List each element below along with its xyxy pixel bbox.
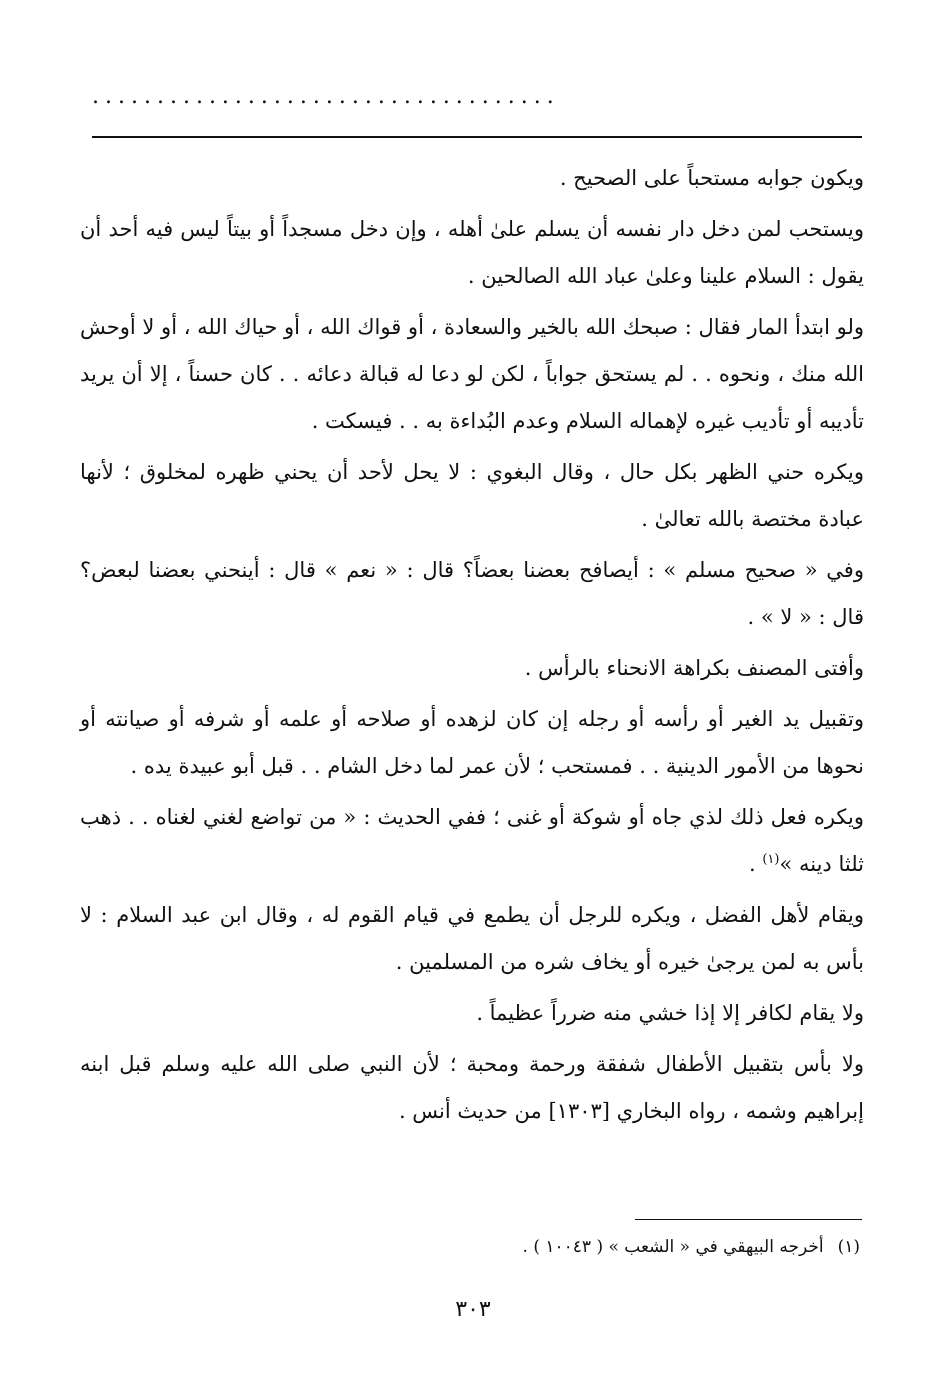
paragraph-11: ولا بأس بتقبيل الأطفال شفقة ورحمة ومحبة ؛ لأن النبي صلى الله عليه وسلم قبل ابنه إبراهيم وشمه ، رواه البخاري [١٣٠٣] من حديث أنس . — [80, 1052, 864, 1123]
paragraph-8-tail: . — [748, 852, 763, 876]
footnote-text: أخرجه البيهقي في « الشعب » ( ١٠٠٤٣ ) . — [522, 1237, 824, 1257]
paragraph-9: ويقام لأهل الفضل ، ويكره للرجل أن يطمع في قيام القوم له ، وقال ابن عبد السلام : لا بأس به لمن يرجىٰ خيره أو يخاف شره من المسلمين . — [80, 903, 864, 974]
paragraph-4: ويكره حني الظهر بكل حال ، وقال البغوي : لا يحل لأحد أن يحني ظهره لمخلوق ؛ لأنها عبادة مختصة بالله تعالىٰ . — [80, 460, 864, 531]
footnote-reference: (١) — [762, 852, 780, 867]
paragraph-5: وفي « صحيح مسلم » : أيصافح بعضنا بعضاً؟ قال : « نعم » قال : أينحني بعضنا لبعض؟ قال : « لا » . — [80, 558, 864, 629]
paragraph-7: وتقبيل يد الغير أو رأسه أو رجله إن كان لزهده أو صلاحه أو علمه أو شرفه أو صيانته أو نحوها من الأمور الدينية . . فمستحب ؛ لأن عمر لما دخل الشام . . قبل أبو عبيدة يده . — [80, 707, 864, 778]
paragraph-2: ويستحب لمن دخل دار نفسه أن يسلم علىٰ أهله ، وإن دخل مسجداً أو بيتاً ليس فيه أحد أن يقول : السلام علينا وعلىٰ عباد الله الصالحين . — [80, 217, 864, 288]
header-dotted-line: .................................... — [92, 84, 560, 109]
paragraph-6: وأفتى المصنف بكراهة الانحناء بالرأس . — [524, 656, 864, 680]
paragraph-1: ويكون جوابه مستحباً على الصحيح . — [559, 166, 864, 190]
footnote-number: (١) — [837, 1237, 860, 1257]
footnote-rule — [635, 1219, 862, 1220]
header-rule — [92, 136, 862, 138]
page-number: ٣٠٣ — [455, 1297, 491, 1322]
paragraph-3: ولو ابتدأ المار فقال : صبحك الله بالخير والسعادة ، أو قواك الله ، أو حياك الله ، أو لا أوحش الله منك ، ونحوه . . لم يستحق جواباً ، لكن لو دعا له قبالة دعائه . . كان حسناً ، إلا أن يريد تأديبه أو تأديب غيره لإهماله السلام وعدم البُداءة به . . فيسكت . — [80, 315, 864, 433]
paragraph-8 — [80, 794, 864, 888]
footnote — [300, 1232, 860, 1262]
main-text — [80, 155, 864, 1135]
paragraph-10: ولا يقام لكافر إلا إذا خشي منه ضرراً عظيماً . — [476, 1001, 864, 1025]
paragraph-8-text: ويكره فعل ذلك لذي جاه أو شوكة أو غنى ؛ ففي الحديث : « من تواضع لغني لغناه . . ذهب ثلثا دينه » — [80, 805, 864, 876]
